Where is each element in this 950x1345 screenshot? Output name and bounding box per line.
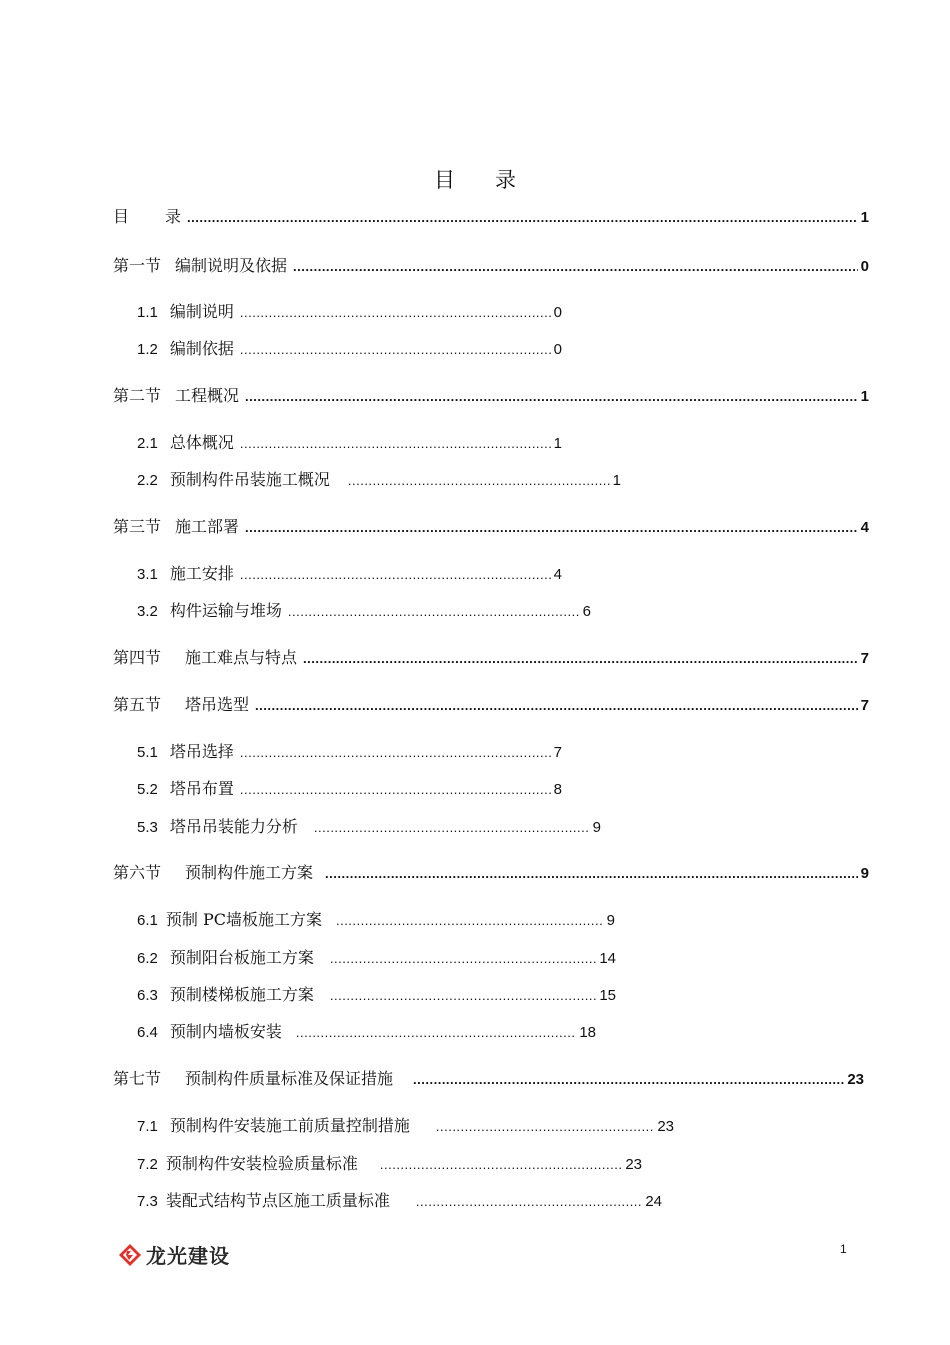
toc-entry-label: 预制构件安装检验质量标准: [165, 1154, 358, 1173]
toc-entry-label: 编制说明及依据: [175, 256, 288, 275]
toc-entry-label: 预制构件质量标准及保证措施: [185, 1069, 394, 1088]
toc-entry-number: 2.2: [137, 472, 158, 489]
toc-leader-dots: [348, 473, 610, 488]
toc-page-number: 14: [599, 950, 616, 967]
toc-entry-label: 编制依据: [169, 339, 234, 358]
toc-leader-dots: [240, 782, 551, 797]
toc-page-number: 7: [860, 650, 869, 667]
toc-entry-7-3[interactable]: [137, 1188, 662, 1211]
toc-page-number: 9: [592, 819, 601, 836]
company-logo-text: 龙光建设: [146, 1244, 230, 1268]
toc-entry-label: 预制构件施工方案: [185, 863, 314, 882]
toc-page-number: 4: [860, 519, 869, 536]
toc-entry-section-7[interactable]: [113, 1066, 864, 1089]
toc-entry-section-6[interactable]: [113, 860, 869, 883]
toc-entry-section-5[interactable]: [113, 692, 869, 715]
toc-entry-prefix: 第一节: [113, 256, 162, 275]
toc-leader-dots: [436, 1119, 654, 1134]
toc-entry-label: 施工难点与特点: [185, 648, 298, 667]
company-logo: [118, 1240, 230, 1269]
toc-leader-dots: [288, 604, 580, 619]
toc-entry-2-1[interactable]: [137, 430, 562, 453]
toc-entry-label: 构件运输与堆场: [169, 601, 282, 620]
toc-entry-label: 预制楼梯板施工方案: [169, 985, 314, 1004]
toc-entry-number: 7.3: [137, 1193, 158, 1210]
toc-entry-number: 5.2: [137, 781, 158, 798]
toc-entry-label: 预制内墙板安装: [169, 1022, 282, 1041]
toc-leader-dots: [336, 913, 604, 928]
toc-entry-label: 工程概况: [175, 386, 240, 405]
toc-page-number: 18: [579, 1024, 596, 1041]
toc-entry-5-3[interactable]: [137, 814, 601, 837]
toc-entry-1-1[interactable]: [137, 299, 562, 322]
toc-entry-5-1[interactable]: [137, 739, 562, 762]
page-title: [0, 164, 950, 194]
toc-entry-number: 2.1: [137, 435, 158, 452]
toc-entry-6-2[interactable]: [137, 945, 616, 968]
toc-entry-prefix: 第三节: [113, 517, 162, 536]
toc-entry-prefix: 第四节: [113, 648, 162, 667]
toc-entry-section-3[interactable]: [113, 514, 869, 537]
toc-leader-dots: [255, 698, 858, 713]
toc-entry-2-2[interactable]: [137, 467, 621, 490]
toc-entry-section-2[interactable]: [113, 383, 869, 406]
toc-page-number: 23: [847, 1071, 864, 1088]
toc-entry-6-1[interactable]: [137, 907, 615, 930]
toc-page-number: 1: [612, 472, 621, 489]
toc-entry-label: 塔吊选型: [185, 695, 250, 714]
toc-entry-number: 7.1: [137, 1118, 158, 1135]
toc-page-number: 0: [553, 341, 562, 358]
toc-page-number: 6: [582, 603, 591, 620]
toc-leader-dots: [416, 1194, 642, 1209]
toc-page-number: 23: [625, 1156, 642, 1173]
toc-entry-number: 1.1: [137, 304, 158, 321]
toc-entry-label: 塔吊吊装能力分析: [169, 817, 298, 836]
toc-entry-7-1[interactable]: [137, 1113, 674, 1136]
toc-entry-number: 6.2: [137, 950, 158, 967]
toc-leader-dots: [330, 951, 596, 966]
toc-entry-label: 录: [165, 207, 182, 226]
toc-entry-label: 塔吊布置: [169, 779, 234, 798]
toc-leader-dots: [296, 1025, 576, 1040]
toc-leader-dots: [330, 988, 596, 1003]
toc-leader-dots: [325, 866, 858, 881]
toc-entry-label: 总体概况: [169, 433, 234, 452]
toc-entry-label: 预制 PC墙板施工方案: [165, 910, 322, 929]
toc-entry-number: 3.1: [137, 566, 158, 583]
toc-page-number: 0: [860, 258, 869, 275]
toc-entry-6-3[interactable]: [137, 982, 616, 1005]
toc-leader-dots: [240, 342, 551, 357]
toc-page-number: 4: [553, 566, 562, 583]
toc-leader-dots: [413, 1072, 844, 1087]
toc-entry-label: 预制阳台板施工方案: [169, 948, 314, 967]
toc-entry-3-1[interactable]: [137, 561, 562, 584]
toc-page-number: 15: [599, 987, 616, 1004]
toc-entry-number: 3.2: [137, 603, 158, 620]
toc-entry-prefix: 第五节: [113, 695, 162, 714]
toc-entry-label: 编制说明: [169, 302, 234, 321]
toc-leader-dots: [245, 389, 858, 404]
longguang-logo-icon: [118, 1243, 142, 1267]
toc-page-number: 9: [860, 865, 869, 882]
toc-page-number: 8: [553, 781, 562, 798]
toc-entry-number: 5.1: [137, 744, 158, 761]
toc-page-number: 1: [860, 209, 869, 226]
toc-leader-dots: [187, 210, 858, 225]
toc-leader-dots: [293, 259, 858, 274]
toc-entry-label: 预制构件安装施工前质量控制措施: [169, 1116, 410, 1135]
toc-leader-dots: [303, 651, 858, 666]
page-number: 1: [840, 1242, 847, 1256]
toc-page-number: 24: [645, 1193, 662, 1210]
toc-entry-section-1[interactable]: [113, 253, 869, 276]
toc-page-number: 7: [860, 697, 869, 714]
toc-entry-number: 1.2: [137, 341, 158, 358]
toc-entry-prefix: 第二节: [113, 386, 162, 405]
toc-entry-number: 7.2: [137, 1156, 158, 1173]
toc-leader-dots: [240, 567, 551, 582]
toc-leader-dots: [240, 436, 551, 451]
toc-entry-number: 6.4: [137, 1024, 158, 1041]
toc-entry-1-2[interactable]: [137, 336, 562, 359]
toc-page-number: 7: [553, 744, 562, 761]
toc-leader-dots: [240, 305, 551, 320]
toc-leader-dots: [314, 820, 590, 835]
toc-entry-5-2[interactable]: [137, 776, 562, 799]
toc-entry-contents[interactable]: [113, 204, 869, 227]
toc-page-number: 23: [657, 1118, 674, 1135]
toc-entry-prefix: 第六节: [113, 863, 162, 882]
toc-entry-number: 6.1: [137, 912, 158, 929]
title-left-char: 目: [434, 168, 455, 192]
toc-entry-label: 预制构件吊装施工概况: [169, 470, 330, 489]
toc-entry-7-2[interactable]: [137, 1151, 642, 1174]
title-right-char: 录: [495, 168, 516, 192]
toc-entry-number: 6.3: [137, 987, 158, 1004]
toc-entry-label: 装配式结构节点区施工质量标准: [165, 1191, 390, 1210]
toc-leader-dots: [380, 1157, 622, 1172]
toc-entry-section-4[interactable]: [113, 645, 869, 668]
toc-entry-label: 施工部署: [175, 517, 240, 536]
toc-entry-prefix: 第七节: [113, 1069, 162, 1088]
toc-page-number: 0: [553, 304, 562, 321]
toc-entry-number: 5.3: [137, 819, 158, 836]
toc-page-number: 1: [860, 388, 869, 405]
toc-entry-6-4[interactable]: [137, 1019, 596, 1042]
toc-leader-dots: [240, 745, 551, 760]
toc-page-number: 1: [553, 435, 562, 452]
toc-entry-label: 塔吊选择: [169, 742, 234, 761]
toc-entry-prefix: 目: [113, 207, 130, 226]
toc-entry-label: 施工安排: [169, 564, 234, 583]
toc-page-number: 9: [606, 912, 615, 929]
toc-entry-3-2[interactable]: [137, 598, 591, 621]
toc-leader-dots: [245, 520, 858, 535]
